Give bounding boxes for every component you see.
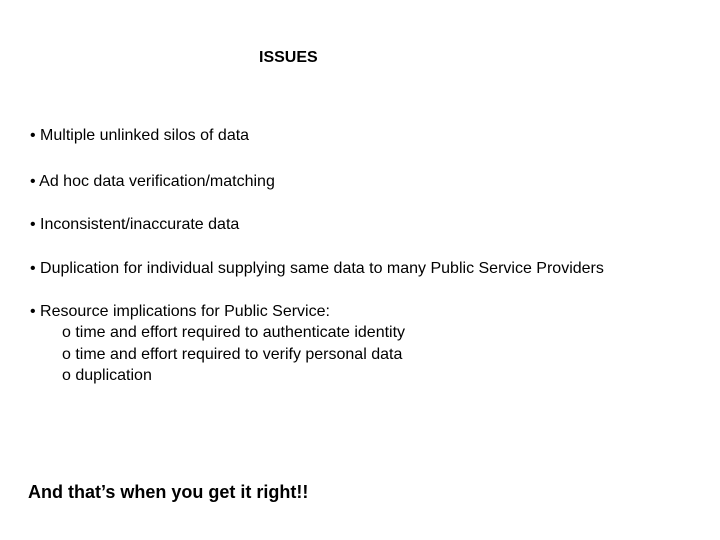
bullet-item: • Inconsistent/inaccurate data — [30, 216, 240, 233]
closing-statement: And that’s when you get it right!! — [28, 482, 309, 502]
sub-bullet-item: o time and effort required to authenticate identity — [62, 324, 406, 341]
bullet-item: • Duplication for individual supplying same data to many Public Service Providers — [30, 260, 604, 277]
sub-bullet-item: o time and effort required to verify personal data — [62, 346, 403, 363]
bullet-item: • Resource implications for Public Service: — [30, 303, 330, 320]
sub-bullet-item: o duplication — [62, 367, 152, 384]
slide-title: ISSUES — [259, 49, 318, 66]
bullet-item: • Ad hoc data verification/matching — [30, 173, 275, 190]
bullet-item: • Multiple unlinked silos of data — [30, 127, 250, 144]
